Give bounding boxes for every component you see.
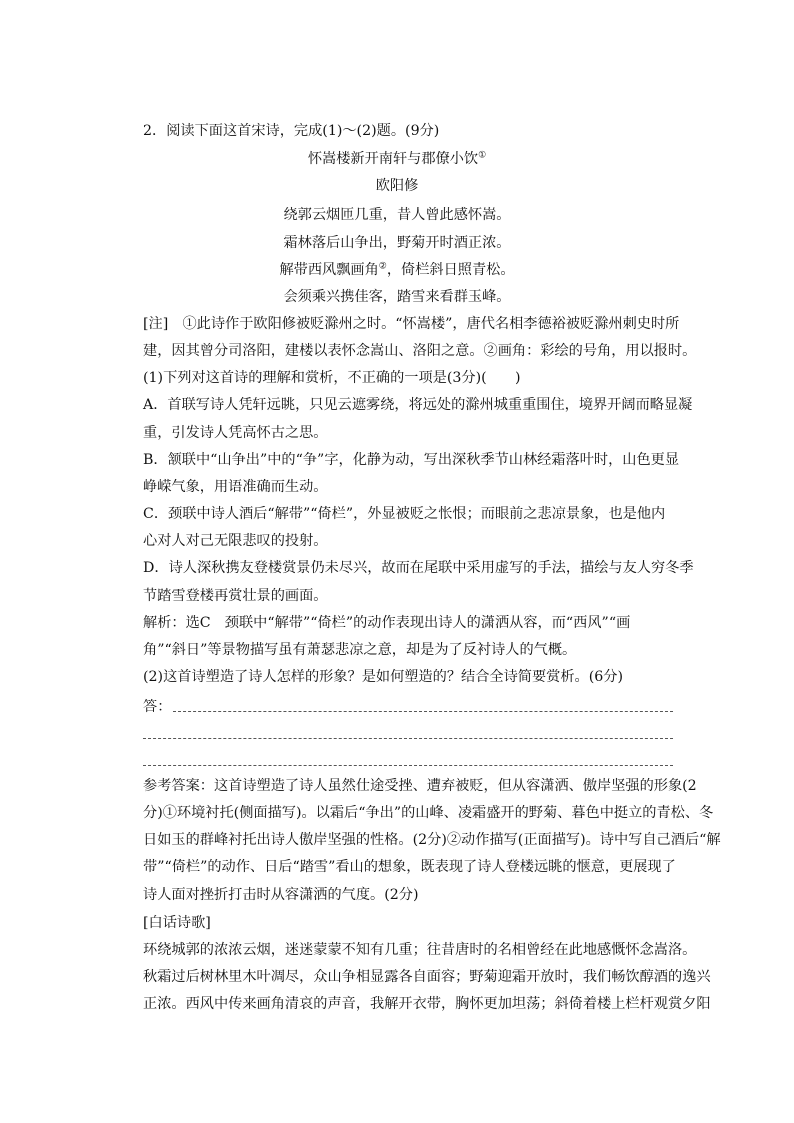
sub2-stem: (2)这首诗塑造了诗人怎样的形象？是如何塑造的？结合全诗简要赏析。(6分): [143, 669, 624, 685]
reference-line-5: 诗人面对挫折打击时从容潇洒的气度。(2分): [143, 887, 419, 903]
poem-line-3-note-mark: ②: [378, 261, 387, 272]
option-a-line-1: A．首联写诗人凭轩远眺，只见云遮雾绕，将远处的滁州城重重围住，境界开阔而略显凝: [143, 397, 693, 413]
option-d-line-1: D．诗人深秋携友登楼赏景仍未尽兴，故而在尾联中采用虚写的手法，描绘与友人穷冬季: [143, 560, 694, 576]
vernacular-line-3: 正浓。西风中传来画角清哀的声音，我解开衣带，胸怀更加坦荡；斜倚着楼上栏杆观赏夕阳: [143, 996, 711, 1012]
answer-line-3: [143, 765, 673, 766]
poem-line-3b: ，倚栏斜日照青松。: [386, 262, 515, 278]
answer-line-2: [143, 738, 673, 739]
question-header: 2．阅读下面这首宋诗，完成(1)～(2)题。(9分): [143, 123, 440, 139]
option-a-line-2: 重，引发诗人凭高怀古之思。: [143, 425, 328, 441]
poem-line-3a: 解带西风飘画角: [279, 262, 379, 278]
poem-line-3: [0, 260, 794, 280]
vernacular-line-2: 秋霜过后树林里木叶凋尽，众山争相显露各自面容；野菊迎霜开放时，我们畅饮醇酒的逸兴: [143, 969, 711, 985]
analysis-line-2: 角”“斜日”等景物描写虽有萧瑟悲凉之意，却是为了反衬诗人的气概。: [143, 642, 577, 658]
poem-author: 欧阳修: [375, 178, 419, 194]
reference-line-3: 日如玉的群峰衬托出诗人傲岸坚强的性格。(2分)②动作描写(正面描写)。诗中写自己酒后“解: [143, 832, 721, 848]
analysis-line-1: 解析：选C 颈联中“解带”“倚栏”的动作表现出诗人的潇洒从容，而“西风”“画: [143, 615, 631, 631]
reference-line-2: 分)①环境衬托(侧面描写)。以霜后“争出”的山峰、凌霜盛开的野菊、暮色中挺立的青松、冬: [143, 805, 714, 821]
poem-line-2: 霜林落后山争出，野菊开时酒正浓。: [283, 235, 511, 251]
poem-title-note-mark: ①: [478, 150, 487, 161]
sub1-stem: (1)下列对这首诗的理解和赏析，不正确的一项是(3分)( ): [143, 370, 521, 386]
vernacular-line-1: 环绕城郭的浓浓云烟，迷迷蒙蒙不知有几重；往昔唐时的名相曾经在此地感慨怀念嵩洛。: [143, 942, 697, 958]
poem-title-text: 怀嵩楼新开南轩与郡僚小饮: [307, 151, 479, 167]
reference-line-1: 参考答案：这首诗塑造了诗人虽然仕途受挫、遭弃被贬，但从容潇洒、傲岸坚强的形象(2: [143, 778, 697, 794]
poem-line-4: 会须乘兴携佳客，踏雪来看群玉峰。: [283, 289, 511, 305]
option-c-line-2: 心对人对己无限悲叹的投射。: [143, 533, 328, 549]
poem-line-1: 绕郭云烟匝几重，昔人曾此感怀嵩。: [283, 207, 511, 223]
option-b-line-1: B．颔联中“山争出”中的“争”字，化静为动，写出深秋季节山林经霜落叶时，山色更显: [143, 452, 680, 468]
note-line-1: [注] ①此诗作于欧阳修被贬滁州之时。“怀嵩楼”，唐代名相李德裕被贬滁州刺史时所: [143, 316, 680, 332]
option-b-line-2: 峥嵘气象，用语准确而生动。: [143, 479, 328, 495]
option-c-line-1: C．颈联中诗人酒后“解带”“倚栏”，外显被贬之怅恨；而眼前之悲凉景象，也是他内: [143, 506, 666, 522]
reference-line-4: 带”“倚栏”的动作、日后“踏雪”看山的想象，既表现了诗人登楼远眺的惬意，更展现了: [143, 859, 676, 875]
poem-title: [0, 149, 794, 169]
vernacular-heading: [白话诗歌]: [143, 915, 211, 931]
answer-line-1: [173, 711, 673, 712]
note-line-2: 建，因其曾分司洛阳，建楼以表怀念嵩山、洛阳之意。②画角：彩绘的号角，用以报时。: [143, 343, 697, 359]
option-d-line-2: 节踏雪登楼再赏壮景的画面。: [143, 588, 328, 604]
answer-label: 答：: [143, 699, 172, 715]
